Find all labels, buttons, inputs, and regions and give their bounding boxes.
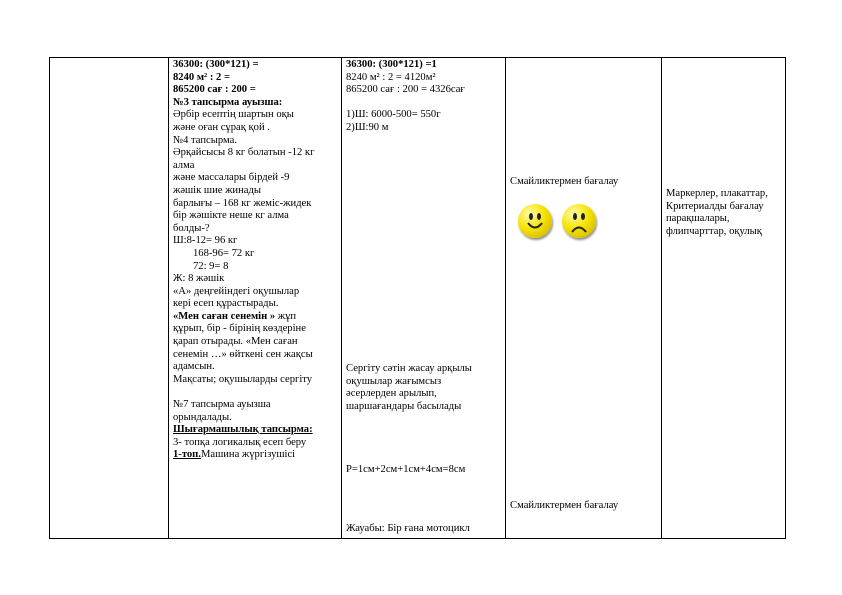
table-row [50, 58, 786, 539]
task-line: 36300: (300*121) = [173, 59, 259, 70]
cell-answers [342, 58, 506, 539]
answer-line: 8240 м² : 2 = 4120м² [346, 71, 436, 83]
task-line: адамсын. [173, 361, 215, 373]
warmup-line: шаршағандары басылады [346, 400, 462, 412]
cell-tasks [169, 58, 342, 539]
cell-assessment [506, 58, 662, 539]
resource-line: флипчарттар, оқулық [666, 225, 762, 237]
answer-line: Ж: 8 жәшік [173, 273, 225, 285]
final-answer: Жауабы: Бір ғана мотоцикл [346, 523, 470, 534]
resource-line: Критериалды бағалау [666, 200, 764, 212]
task-line: 865200 сағ : 200 = [173, 84, 256, 96]
solution-line: Ш:8-12= 96 кг [173, 235, 238, 247]
cell-empty [50, 58, 169, 539]
exercise-title: «Мен саған сенемін » [173, 310, 276, 322]
warmup-line: оқушылар жағымсыз [346, 375, 442, 387]
task-line: қарап отырады. «Мен саған [173, 336, 298, 348]
answer-line: 36300: (300*121) =1 [346, 59, 437, 70]
resource-line: парақшалары, [666, 213, 730, 225]
group-text: Машина жүргізушісі [200, 449, 296, 461]
exercise-title-line [169, 311, 341, 324]
task-line: құрып, бір - бірінің көздеріне [173, 323, 306, 335]
solution-line: 168-96= 72 кг [193, 247, 255, 259]
task-line: 8240 м² : 2 = [173, 71, 231, 83]
task-line: 3- топқа логикалық есеп беру [173, 436, 307, 448]
group-label: 1-топ. [173, 449, 201, 461]
task-line: Әрбір есептің шартын оқы [173, 109, 294, 121]
task-line: Әрқайсысы 8 кг болатын -12 кг [173, 147, 315, 159]
task-line: №7 тапсырма ауызша [173, 399, 271, 411]
lesson-table [49, 57, 786, 539]
assessment-label: Смайликтермен бағалау [510, 500, 619, 511]
warmup-line: Сергіту сәтін жасау арқылы [346, 363, 472, 374]
assessment-label: Смайликтермен бағалау [510, 176, 619, 187]
task-line: және оған сұрақ қой . [173, 121, 270, 133]
answer-line: 2)Ш:90 м [346, 121, 389, 133]
task-line: және массалары бірдей -9 [173, 172, 290, 184]
task-line: жәшік шие жинады [173, 184, 261, 196]
answer-line: 1)Ш: 6000-500= 550г [346, 109, 441, 121]
answer-line: 865200 сағ : 200 = 4326сағ [346, 84, 465, 96]
group-line [169, 449, 341, 462]
task-line: бір жәшікте неше кг алма [173, 210, 289, 222]
task-line: сенемін …» өйткені сен жақсы [173, 348, 313, 360]
smiley-happy-icon [518, 204, 552, 238]
smiley-sad-icon [562, 204, 596, 238]
task-heading: №4 тапсырма. [173, 134, 237, 146]
cell-resources [662, 58, 786, 539]
solution-line: 72: 9= 8 [193, 260, 229, 272]
creative-task-heading: Шығармашылық тапсырма: [173, 424, 313, 436]
task-line: «А» деңгейіндегі оқушылар [173, 285, 300, 297]
exercise-title-rest: жұп [275, 310, 297, 322]
resource-line: Маркерлер, плакаттар, [666, 188, 768, 199]
task-line: барлығы – 168 кг жеміс-жидек [173, 197, 312, 209]
task-line: алма [173, 159, 195, 171]
task-line: орындалады. [173, 411, 232, 423]
task-line: кері есеп құрастырады. [173, 298, 279, 310]
task-heading: №3 тапсырма ауызша: [173, 96, 283, 108]
goal-line: Мақсаты; оқушыларды сергіту [173, 373, 313, 385]
task-line: болды-? [173, 222, 210, 234]
warmup-line: әсерлерден арылып, [346, 388, 437, 400]
perimeter-formula: Р=1см+2см+1см+4см=8см [346, 464, 466, 475]
